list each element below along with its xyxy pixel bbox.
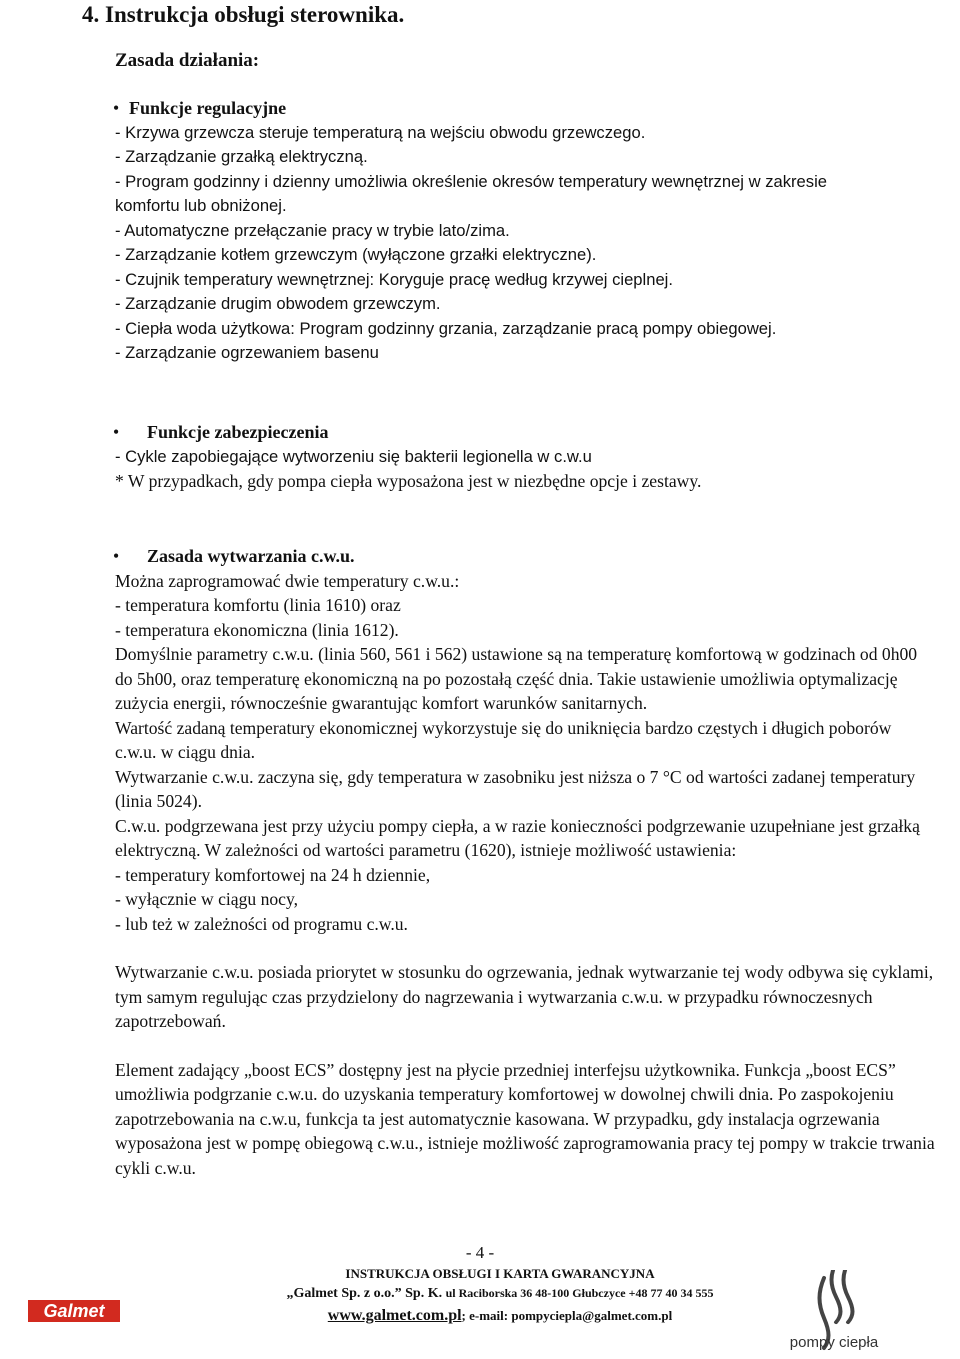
bullet-icon: •	[113, 422, 120, 442]
list-item: - temperatury komfortowej na 24 h dziennie,	[115, 864, 431, 885]
safety-title: Funkcje zabezpieczenia	[147, 422, 329, 442]
text-line: Można zaprogramować dwie temperatury c.w.u.:	[115, 570, 460, 591]
list-item: - Zarządzanie drugim obwodem grzewczym.	[115, 294, 441, 313]
text-line: - temperatura komfortu (linia 1610) oraz	[115, 595, 401, 615]
note-line: * W przypadkach, gdy pompa ciepła wyposażona jest w niezbędne opcje i zestawy.	[115, 471, 702, 491]
list-item: - Cykle zapobiegające wytworzeniu się bakterii legionella w c.w.u	[115, 446, 592, 466]
regulation-functions	[115, 96, 935, 366]
galmet-logo: Galmet	[28, 1300, 120, 1322]
text-line: - temperatura ekonomiczna (linia 1612).	[115, 619, 399, 640]
paragraph: Wytwarzanie c.w.u. zaczyna się, gdy temperatura w zasobniku jest niższa o 7 °C od wartości zadanej temperatury (linia 5024).	[115, 766, 916, 811]
section-title: Zasada działania:	[115, 50, 260, 71]
list-item: - lub też w zależności od programu c.w.u.	[115, 913, 408, 934]
bullet-icon: •	[113, 546, 120, 566]
list-item: komfortu lub obniżonej.	[115, 196, 287, 215]
paragraph: Domyślnie parametry c.w.u. (linia 560, 561 i 562) ustawione są na temperaturę komfortową w godzinach od 0h00 do 5h00, oraz temperaturę ekonomiczną na po pozostałą część dnia. Takie ustawienie umożliwia optymalizację zużycia energii, równocześnie gwarantując komfort warunków sanitarnych.	[115, 644, 918, 713]
footer-company	[180, 1282, 820, 1305]
chapter-heading: 4. Instrukcja obsługi sterownika.	[82, 2, 405, 27]
paragraph: Wartość zadaną temperatury ekonomicznej wykorzystuje się do uniknięcia bardzo częstych i długich poborów c.w.u. w ciągu dnia.	[115, 717, 892, 762]
list-item: - Program godzinny i dzienny umożliwia określenie okresów temperatury wewnętrznej w zakresie	[115, 171, 827, 191]
list-item: - Zarządzanie ogrzewaniem basenu	[115, 343, 379, 362]
footer-contact	[180, 1305, 820, 1327]
paragraph: C.w.u. podgrzewana jest przy użyciu pompy ciepła, a w razie konieczności podgrzewanie uzupełniane jest grzałką elektryczną. W zależności od wartości parametru (1620), istnieje możliwość ustawienia:	[115, 815, 920, 860]
dhw-title: Zasada wytwarzania c.w.u.	[147, 546, 355, 566]
page-number: - 4 -	[465, 1243, 495, 1262]
website-link[interactable]: www.galmet.com.pl	[327, 1307, 462, 1324]
list-item: - Ciepła woda użytkowa: Program godzinny grzania, zarządzanie pracą pompy obiegowej.	[115, 318, 777, 338]
list-item: - Czujnik temperatury wewnętrznej: Koryguje pracę według krzywej cieplnej.	[115, 269, 673, 289]
list-item: - Zarządzanie grzałką elektryczną.	[115, 147, 368, 166]
safety-functions	[115, 420, 935, 494]
footer	[180, 1266, 820, 1327]
company-name: „Galmet Sp. z o.o.” Sp. K.	[286, 1286, 443, 1301]
footer-doc-title: INSTRUKCJA OBSŁUGI I KARTA GWARANCYJNA	[345, 1266, 655, 1281]
paragraph: Element zadający „boost ECS” dostępny jest na płycie przedniej interfejsu użytkownika. Funkcja „boost ECS” umożliwia podgrzanie c.w.u. do uzyskania temperatury komfortowej w dowolnej chwili dnia. Po zaspokojeniu zapotrzebowania na c.w.u, funkcja ta jest automatycznie kasowana. W przypadku, gdy instalacja ogrzewania wyposażona jest w pompę obiegową c.w.u., istnieje możliwość zaprogramowania pracy tej pompy w trakcie trwania cykli c.w.u.	[115, 1059, 935, 1178]
list-item: - Zarządzanie kotłem grzewczym (wyłączone grzałki elektryczne).	[115, 245, 597, 264]
list-item: - Krzywa grzewcza steruje temperaturą na wejściu obwodu grzewczego.	[115, 122, 646, 142]
bullet-icon: •	[113, 98, 120, 118]
dhw-section	[115, 544, 935, 1180]
email-text: ; e-mail: pompyciepla@galmet.com.pl	[461, 1308, 673, 1323]
company-address: ul Raciborska 36 48-100 Głubczyce +48 77 40 34 555	[445, 1286, 714, 1300]
list-item: - wyłącznie w ciągu nocy,	[115, 889, 299, 909]
regulation-title: Funkcje regulacyjne	[129, 98, 287, 118]
list-item: - Automatyczne przełączanie pracy w trybie lato/zima.	[115, 220, 510, 240]
paragraph: Wytwarzanie c.w.u. posiada priorytet w stosunku do ogrzewania, jednak wytwarzanie tej wody odbywa się cyklami, tym samym regulując czas przydzielony do nagrzewania i wytwarzania c.w.u. w przypadku równoczesnych zapotrzebowań.	[115, 962, 934, 1031]
heat-pump-logo-text: pompy ciepła	[789, 1334, 879, 1351]
